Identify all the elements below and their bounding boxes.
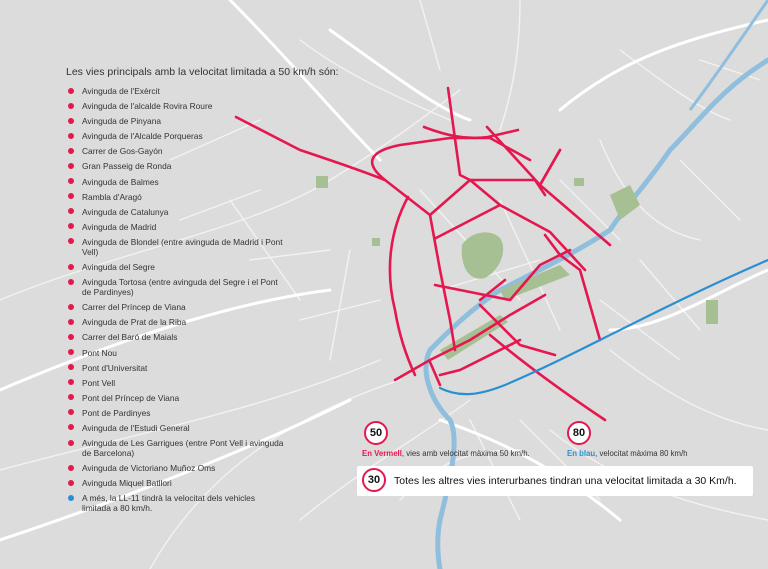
street-item	[66, 438, 286, 458]
speed-sign-80: 80	[567, 421, 591, 445]
street-item	[66, 116, 286, 126]
limit-30-box	[357, 466, 753, 496]
street-item	[66, 277, 286, 297]
street-item	[66, 408, 286, 418]
street-item	[66, 207, 286, 217]
legend-red-text: , vies amb velocitat màxima 50 km/h.	[401, 449, 530, 458]
bullet-dot-icon	[68, 148, 74, 154]
street-label: Avinguda de Pinyana	[82, 116, 162, 127]
street-item	[66, 161, 286, 171]
street-label: Rambla d'Aragó	[82, 191, 142, 202]
legend-red	[362, 449, 530, 458]
legend-blue	[567, 449, 687, 458]
street-list	[66, 86, 286, 518]
bullet-dot-icon	[68, 304, 74, 310]
street-item	[66, 423, 286, 433]
street-item	[66, 332, 286, 342]
street-label: Avinguda de l'alcalde Rovira Roure	[82, 101, 213, 112]
legend-blue-label: En blau	[567, 449, 596, 458]
bullet-dot-icon	[68, 334, 74, 340]
street-label: Avinguda de l'Alcalde Porqueras	[82, 131, 203, 142]
bullet-dot-icon	[68, 118, 74, 124]
street-label: Avinguda de l'Estudi General	[82, 422, 190, 433]
street-label: A més, la LL-11 tindrà la velocitat dels vehicles limitada a 80 km/h.	[82, 493, 256, 514]
bullet-dot-icon	[68, 133, 74, 139]
street-label: Avinguda de Balmes	[82, 176, 159, 187]
limit-30-text: Totes les altres vies interurbanes tindran una velocitat limitada a 30 Km/h.	[394, 475, 737, 487]
street-item	[66, 348, 286, 358]
street-label: Avinguda de Catalunya	[82, 206, 169, 217]
street-label: Avinguda de Madrid	[82, 221, 157, 232]
bullet-dot-icon	[68, 409, 74, 415]
bullet-dot-icon	[68, 379, 74, 385]
street-item	[66, 393, 286, 403]
bullet-dot-icon	[68, 364, 74, 370]
street-label: Avinguda de l'Exèrcit	[82, 86, 160, 96]
bullet-dot-icon	[68, 495, 74, 501]
street-label: Avinguda de Prat de la Riba	[82, 317, 187, 328]
street-label: Carrer de Gos-Gayón	[82, 146, 163, 157]
bullet-dot-icon	[68, 223, 74, 229]
bullet-dot-icon	[68, 208, 74, 214]
street-label: Avinguda Miquel Batllori	[82, 478, 172, 489]
bullet-dot-icon	[68, 480, 74, 486]
street-item	[66, 101, 286, 111]
street-item	[66, 192, 286, 202]
bullet-dot-icon	[68, 103, 74, 109]
street-item	[66, 363, 286, 373]
street-item	[66, 177, 286, 187]
legend-blue-text: , velocitat màxima 80 km/h	[595, 449, 688, 458]
bullet-dot-icon	[68, 238, 74, 244]
bullet-dot-icon	[68, 440, 74, 446]
bullet-dot-icon	[68, 349, 74, 355]
bullet-dot-icon	[68, 264, 74, 270]
street-item	[66, 478, 286, 488]
street-item	[66, 463, 286, 473]
street-label: Pont Vell	[82, 377, 116, 388]
street-label: Carrer del Príncep de Viana	[82, 302, 186, 313]
bullet-dot-icon	[68, 424, 74, 430]
legend-red-label: En Vermell	[362, 449, 402, 458]
bullet-dot-icon	[68, 163, 74, 169]
bullet-dot-icon	[68, 279, 74, 285]
street-item	[66, 317, 286, 327]
street-item	[66, 302, 286, 312]
street-label: Pont Nou	[82, 347, 117, 358]
bullet-dot-icon	[68, 394, 74, 400]
street-item	[66, 378, 286, 388]
street-item	[66, 131, 286, 141]
street-item	[66, 222, 286, 232]
street-label: Avinguda de Victoriano Muñoz Oms	[82, 463, 216, 474]
bullet-dot-icon	[68, 178, 74, 184]
bullet-dot-icon	[68, 88, 74, 94]
street-item	[66, 237, 286, 257]
street-label: Pont d'Universitat	[82, 362, 148, 373]
street-label: Pont de Pardinyes	[82, 407, 151, 418]
street-item	[66, 493, 286, 513]
bullet-dot-icon	[68, 319, 74, 325]
street-label: Pont del Príncep de Viana	[82, 392, 180, 403]
street-label: Avinguda del Segre	[82, 262, 155, 273]
street-item	[66, 86, 286, 96]
speed-sign-50: 50	[364, 421, 388, 445]
bullet-dot-icon	[68, 193, 74, 199]
intro-text: Les vies principals amb la velocitat limitada a 50 km/h són:	[66, 66, 339, 78]
speed-sign-30: 30	[362, 468, 386, 492]
bullet-dot-icon	[68, 465, 74, 471]
street-label: Gran Passeig de Ronda	[82, 161, 172, 172]
street-item	[66, 262, 286, 272]
street-label: Carrer del Baró de Maials	[82, 332, 178, 343]
street-item	[66, 146, 286, 156]
street-label: Avinguda de Blondel (entre avinguda de Madrid i Pont Vell)	[82, 236, 283, 257]
street-label: Avinguda Tortosa (entre avinguda del Segre i el Pont de Pardinyes)	[82, 277, 278, 298]
street-label: Avinguda de Les Garrigues (entre Pont Vell i avinguda de Barcelona)	[82, 438, 284, 459]
